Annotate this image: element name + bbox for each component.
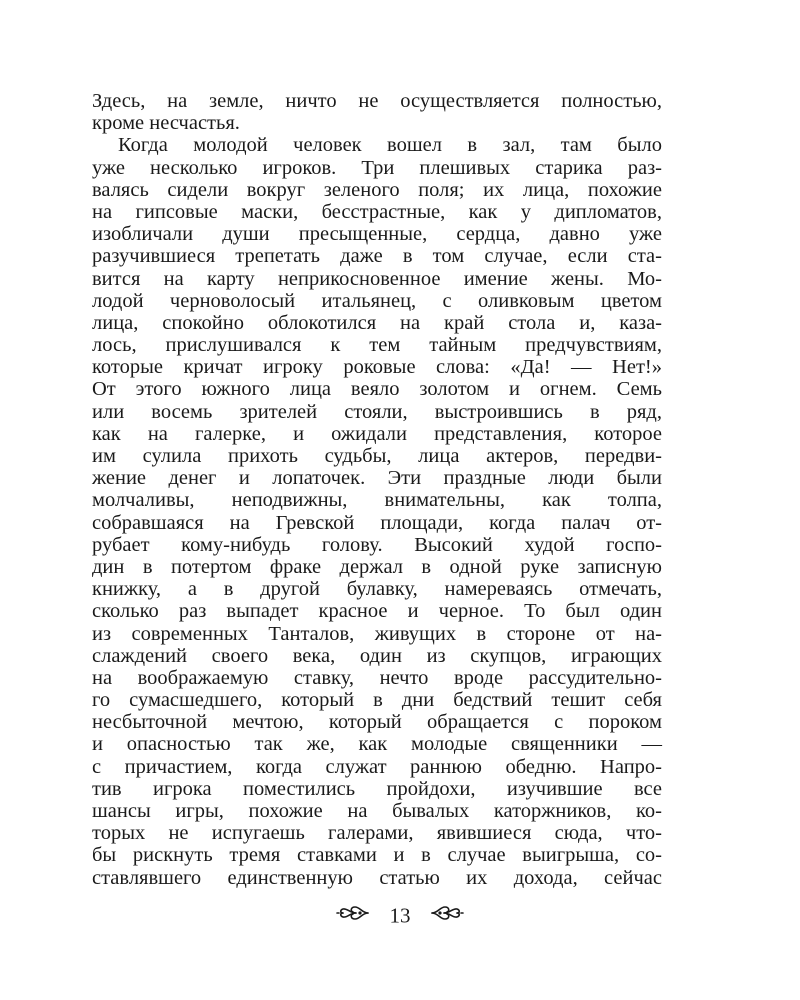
text-line: шансы игры, похожие на бывалых каторжников, ко- [92,800,662,822]
text-line: Когда молодой человек вошел в зал, там было [118,134,662,157]
text-line: на гипсовые маски, бесстрастные, как у дипломатов, [92,200,662,223]
text-line: дин в потертом фраке держал в одной руке записную [92,555,662,578]
text-line: уже несколько игроков. Три плешивых старика раз- [92,156,662,179]
page-body [92,90,662,889]
text-line: из современных Танталов, живущих в стороне от на- [92,622,662,645]
text-line: сколько раз выпадет красное и черное. То был один [92,600,662,623]
text-line: рубает кому-нибудь голову. Высокий худой госпо- [92,533,662,556]
text-line: тив игрока поместились пройдохи, изучившие все [92,777,662,800]
text-line: как на галерке, и ожидали представления, которое [92,422,662,445]
text-line: и опасностью так же, как молодые священники — [92,733,662,756]
text-line: изобличали души пресыщенные, сердца, давно уже [92,223,662,246]
page-footer [0,902,800,929]
text-line: лодой черноволосый итальянец, с оливковым цветом [92,289,662,312]
floral-ornament-right-icon [430,903,464,929]
text-line: собравшаяся на Гревской площади, когда палач от- [92,511,662,534]
text-line: От этого южного лица веяло золотом и огнем. Семь [92,378,662,401]
text-line: молчаливы, неподвижны, внимательны, как толпа, [92,489,662,512]
text-line: несбыточной мечтою, который обращается с пороком [92,711,662,734]
text-line: с причастием, когда служат раннюю обедню. Напро- [92,755,662,778]
text-line: или восемь зрителей стояли, выстроившись в ряд, [92,400,662,423]
text-line: го сумасшедшего, который в дни бедствий тешит себя [92,689,662,712]
text-line: вится на карту неприкосновенное имение жены. Мо- [92,267,662,290]
text-line: бы рискнуть тремя ставками и в случае выигрыша, со- [92,844,662,867]
text-line: кроме несчастья. [92,112,240,135]
text-line: жение денег и лопаточек. Эти праздные люди были [92,467,662,490]
page-number: 13 [389,903,411,928]
text-line: валясь сидели вокруг зеленого поля; их лица, похожие [92,178,662,201]
text-line: слаждений своего века, один из скупцов, играющих [92,644,662,667]
text-line: им сулила прихоть судьбы, лица актеров, передви- [92,445,662,467]
text-line: ставлявшего единственную статью их дохода, сейчас [92,866,662,889]
text-line: торых не испугаешь галерами, явившиеся сюда, что- [92,822,662,845]
text-line: разучившиеся трепетать даже в том случае, если ста- [92,245,662,268]
text-line: лось, прислушивался к тем тайным предчувствиям, [92,334,662,357]
text-line: Здесь, на земле, ничто не осуществляется полностью, [92,90,662,112]
text-line: которые кричат игроку роковые слова: «Да! — Нет!» [92,356,662,379]
floral-ornament-left-icon [336,903,370,929]
text-line: лица, спокойно облокотился на край стола и, каза- [92,311,662,334]
text-line: книжку, а в другой булавку, намереваясь отмечать, [92,578,662,601]
text-line: на воображаемую ставку, нечто вроде рассудительно- [92,666,662,689]
